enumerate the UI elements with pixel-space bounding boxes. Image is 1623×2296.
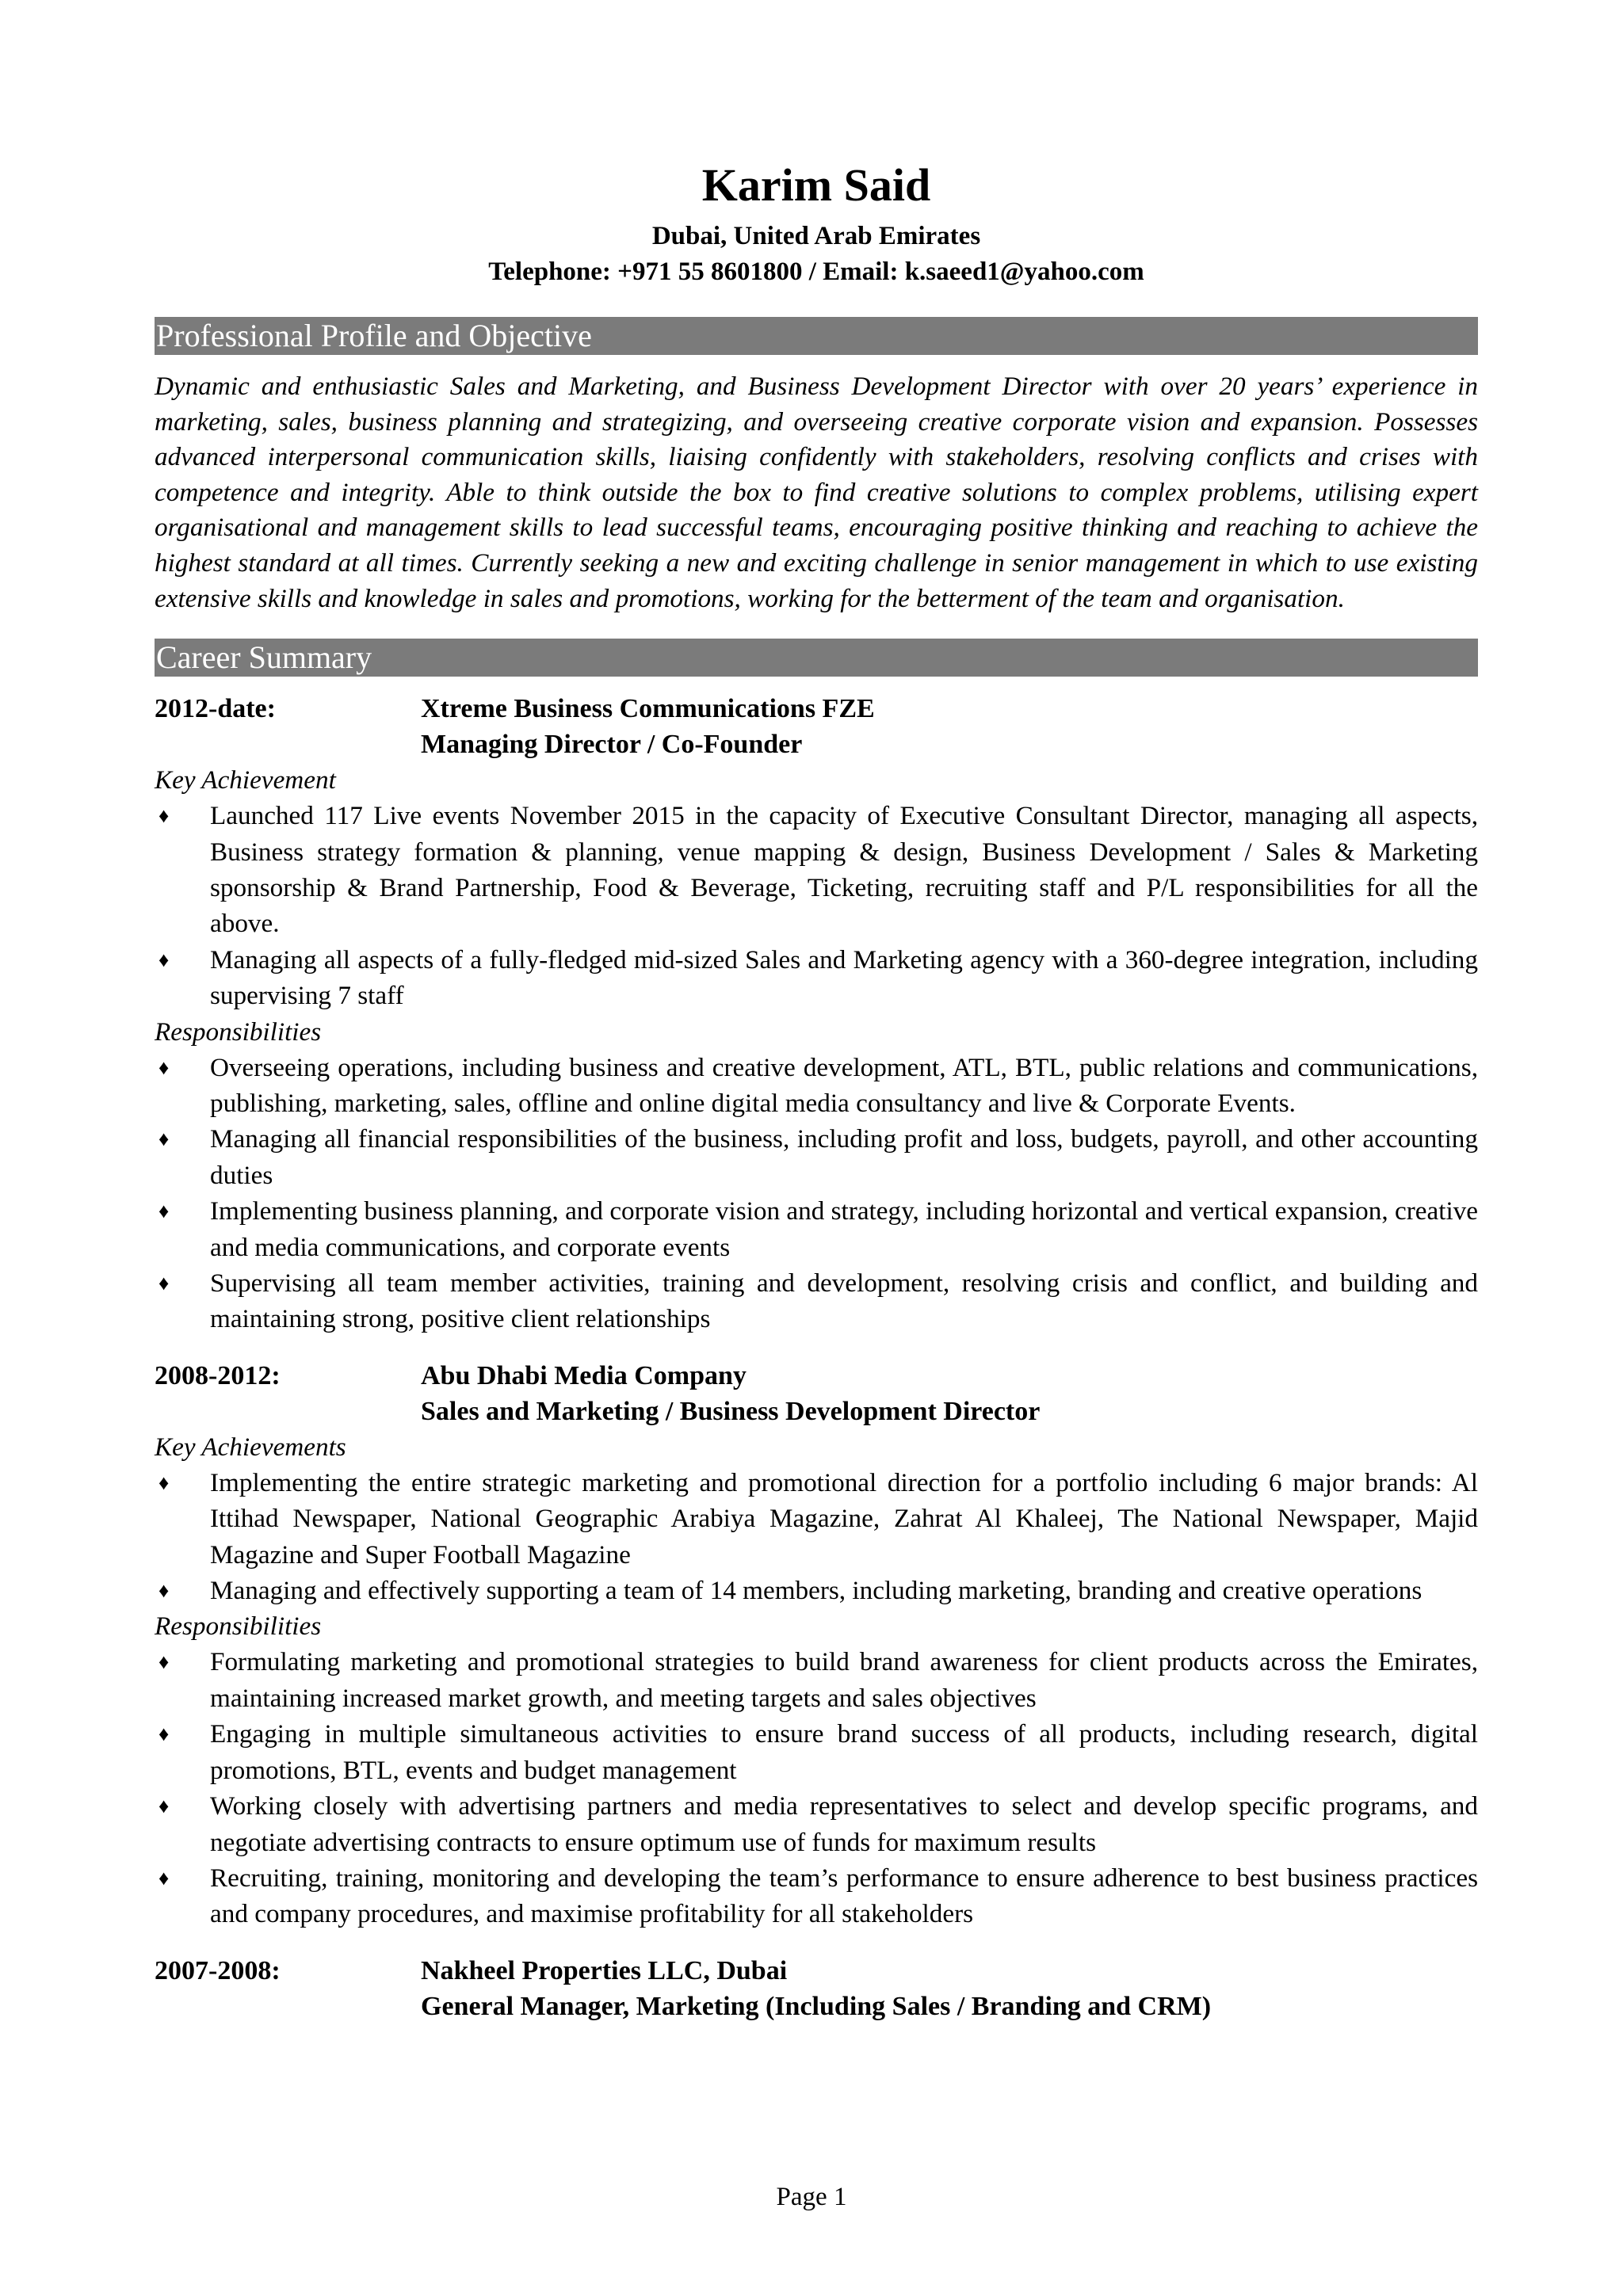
job-title: General Manager, Marketing (Including Sales / Branding and CRM) <box>421 1991 1212 2021</box>
spacer <box>155 1932 1478 1953</box>
list-item-text: Engaging in multiple simultaneous activities to ensure brand success of all products, including research, digital promotions, BTL, events and budget management <box>210 1719 1478 1785</box>
job-title: Managing Director / Co-Founder <box>421 730 803 760</box>
candidate-name: Karim Said <box>701 159 931 211</box>
job-period: 2008-2012: <box>155 1360 281 1390</box>
diamond-bullet-icon: ♦ <box>158 1866 170 1890</box>
page-number: Page 1 <box>776 2183 847 2211</box>
profile-text: Dynamic and enthusiastic Sales and Marketing, and Business Development Director with over 20 years’ experience in marketing, sales, business planning and strategizing, and overseeing creative corporate vision and expansion. Possesses advanced interpersonal communication skills, liaising confidently with stakeholders, resolving conflicts and crises with competence and integrity. Able to think outside the box to find creative solutions to complex problems, utilising expert organisational and management skills to lead successful teams, encouraging positive thinking and reaching to achieve the highest standard at all times. Currently seeking a new and exciting challenge in senior management in which to use existing extensive skills and knowledge in sales and promotions, working for the betterment of the team and organisation. <box>155 372 1478 613</box>
job-header <box>155 1358 1478 1394</box>
diamond-bullet-icon: ♦ <box>158 804 170 828</box>
list-item-text: Formulating marketing and promotional strategies to build brand awareness for client products across the Emirates, maintaining increased market growth, and meeting targets and sales objectives <box>210 1647 1478 1713</box>
list-item-text: Working closely with advertising partners and media representatives to select and develop specific programs, and negotiate advertising contracts to ensure optimum use of funds for maximum results <box>210 1791 1478 1857</box>
list-item <box>155 1788 1478 1860</box>
diamond-bullet-icon: ♦ <box>158 1794 170 1818</box>
list-item-text: Launched 117 Live events November 2015 in the capacity of Executive Consultant Director, managing all aspects, Business strategy formation & planning, venue mapping & design, Business Development / Sales & Marketing sponsorship & Brand Partnership, Food & Beverage, Ticketing, recruiting staff and P/L responsibilities for all the above. <box>210 801 1478 939</box>
achievements-label: Key Achievement <box>155 765 336 795</box>
job-company: Nakheel Properties LLC, Dubai <box>421 1955 788 1985</box>
list-item <box>155 942 1478 1014</box>
section-heading-career: Career Summary <box>155 639 1478 677</box>
job-entry <box>155 691 1478 1337</box>
diamond-bullet-icon: ♦ <box>158 1272 170 1295</box>
responsibilities-label: Responsibilities <box>155 1611 322 1642</box>
job-header <box>155 691 1478 727</box>
diamond-bullet-icon: ♦ <box>158 948 170 971</box>
list-item-text: Overseeing operations, including business and creative development, ATL, BTL, public relations and communications, publishing, marketing, sales, offline and online digital media consultancy and live & Corporate Events. <box>210 1052 1478 1118</box>
spacer <box>155 1337 1478 1358</box>
diamond-bullet-icon: ♦ <box>158 1722 170 1746</box>
job-period: 2012-date: <box>155 694 276 724</box>
diamond-bullet-icon: ♦ <box>158 1650 170 1674</box>
responsibilities-label: Responsibilities <box>155 1016 322 1047</box>
job-company: Xtreme Business Communications FZE <box>421 694 875 724</box>
achievements-list <box>155 1465 1478 1609</box>
diamond-bullet-icon: ♦ <box>158 1127 170 1151</box>
diamond-bullet-icon: ♦ <box>158 1199 170 1223</box>
list-item <box>155 1265 1478 1337</box>
list-item <box>155 1193 1478 1265</box>
list-item <box>155 1644 1478 1716</box>
list-item-text: Supervising all team member activities, training and development, resolving crisis and conflict, and building and maintaining strong, positive client relationships <box>210 1268 1478 1334</box>
list-item-text: Managing all aspects of a fully-fledged mid-sized Sales and Marketing agency with a 360-degree integration, including supervising 7 staff <box>210 944 1478 1011</box>
job-title: Sales and Marketing / Business Development Director <box>421 1396 1041 1426</box>
list-item-text: Recruiting, training, monitoring and developing the team’s performance to ensure adherence to best business practices and company procedures, and maximise profitability for all stakeholders <box>210 1863 1478 1929</box>
diamond-bullet-icon: ♦ <box>158 1055 170 1079</box>
responsibilities-list <box>155 1644 1478 1932</box>
list-item-text: Implementing business planning, and corporate vision and strategy, including horizontal and vertical expansion, creative and media communications, and corporate events <box>210 1196 1478 1262</box>
list-item-text: Managing and effectively supporting a team of 14 members, including marketing, branding and creative operations <box>210 1576 1423 1606</box>
list-item <box>155 1465 1478 1573</box>
achievements-label: Key Achievements <box>155 1432 346 1462</box>
list-item-text: Managing all financial responsibilities of the business, including profit and loss, budgets, payroll, and other accounting duties <box>210 1124 1478 1190</box>
achievements-list <box>155 798 1478 1013</box>
list-item-text: Implementing the entire strategic marketing and promotional direction for a portfolio including 6 major brands: Al Ittihad Newspaper, National Geographic Arabiya Magazine, Zahrat Al Khaleej, The National Newspaper, Majid Magazine and Super Football Magazine <box>210 1467 1478 1569</box>
job-entry <box>155 1358 1478 1932</box>
list-item <box>155 1716 1478 1788</box>
diamond-bullet-icon: ♦ <box>158 1579 170 1603</box>
resume-content <box>155 157 1478 2024</box>
list-item <box>155 1860 1478 1932</box>
job-company: Abu Dhabi Media Company <box>421 1360 747 1390</box>
job-period: 2007-2008: <box>155 1955 281 1985</box>
job-entry <box>155 1953 1478 2024</box>
list-item <box>155 1121 1478 1193</box>
section-heading-profile: Professional Profile and Objective <box>155 317 1478 355</box>
diamond-bullet-icon: ♦ <box>158 1470 170 1494</box>
list-item <box>155 798 1478 942</box>
list-item <box>155 1573 1478 1608</box>
responsibilities-list <box>155 1050 1478 1337</box>
job-header <box>155 1953 1478 1989</box>
candidate-contact-line: Telephone: +971 55 8601800 / Email: k.saeed1@yahoo.com <box>488 257 1144 286</box>
candidate-location: Dubai, United Arab Emirates <box>651 222 981 250</box>
list-item <box>155 1050 1478 1122</box>
